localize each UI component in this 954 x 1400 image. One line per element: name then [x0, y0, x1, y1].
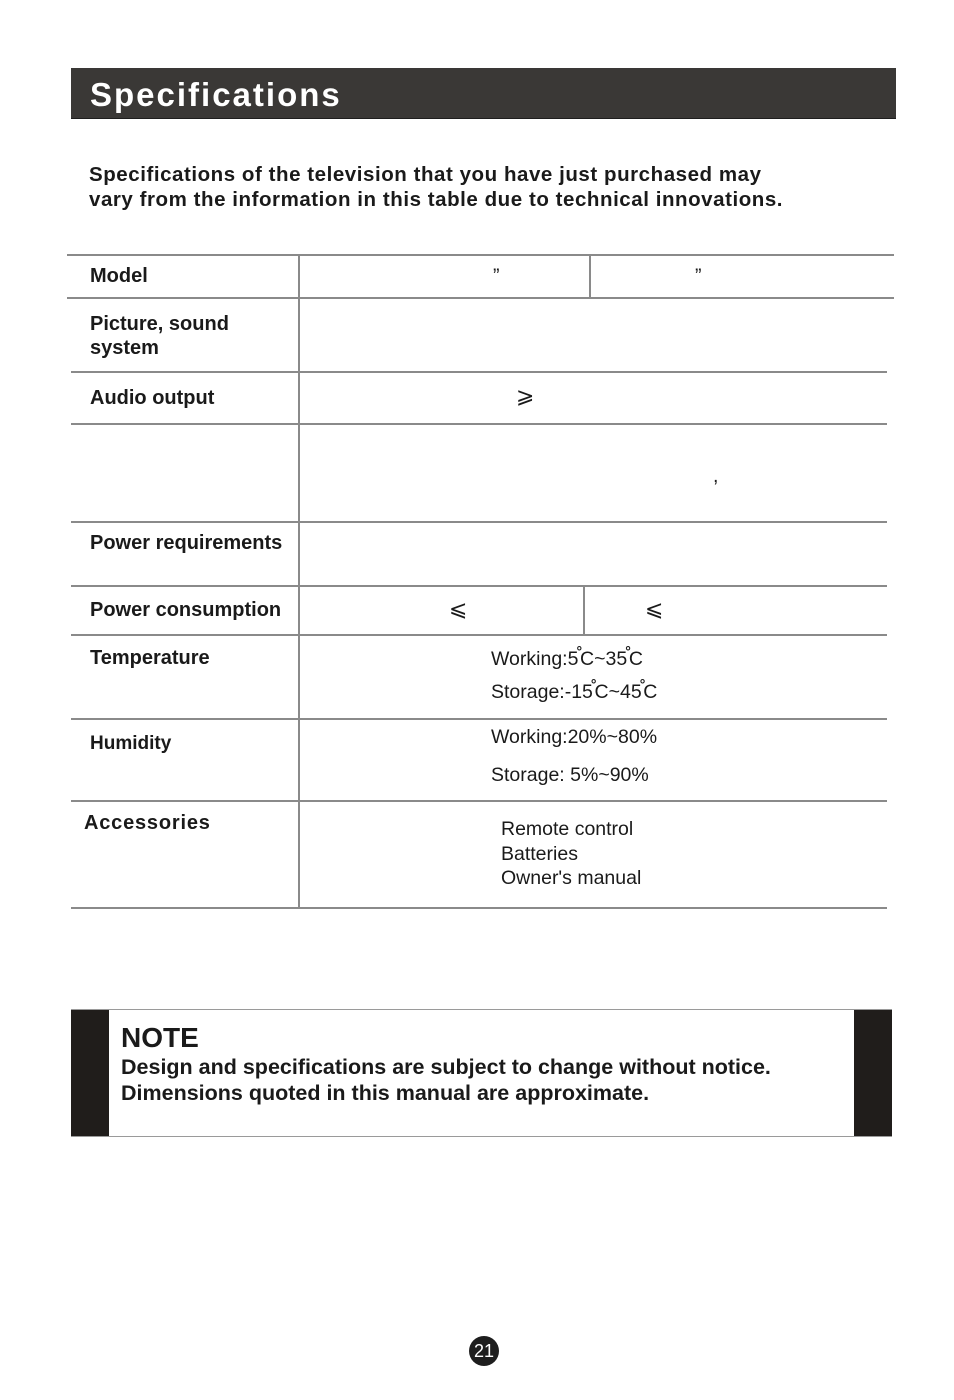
table-rule — [71, 585, 887, 587]
note-line-1: Design and specifications are subject to change without notice. — [121, 1055, 771, 1079]
label-temperature: Temperature — [90, 647, 210, 669]
accessory-item: Owner's manual — [501, 867, 642, 889]
table-column-divider — [583, 586, 585, 635]
intro-line-2: vary from the information in this table due to technical innovations. — [89, 188, 784, 211]
label-power-requirements: Power requirements — [90, 532, 283, 554]
temperature-text: C — [643, 681, 658, 703]
power-consumption-mark-b: ⩽ — [645, 596, 664, 621]
table-column-divider — [298, 255, 300, 908]
label-line: Picture, sound — [90, 313, 229, 335]
table-rule — [67, 297, 894, 299]
degree-symbol: ° — [625, 643, 631, 659]
table-rule — [71, 907, 887, 909]
model-mark-b: ” — [695, 265, 702, 287]
degree-symbol: ° — [639, 676, 646, 692]
degree-symbol: ° — [576, 643, 583, 659]
page-title: Specifications — [90, 76, 342, 113]
temperature-text: Working:5 — [491, 648, 579, 670]
degree-symbol: ° — [590, 676, 597, 692]
table-rule — [71, 634, 887, 636]
page-number-badge: 21 — [469, 1336, 499, 1366]
label-accessories: Accessories — [84, 812, 211, 834]
temperature-text: Storage:-15 — [491, 681, 593, 703]
humidity-storage: Storage: 5%~90% — [491, 764, 649, 786]
label-humidity: Humidity — [90, 733, 172, 754]
section-header-bar — [71, 68, 896, 119]
power-consumption-mark-a: ⩽ — [449, 596, 468, 621]
label-audio-output: Audio output — [90, 387, 215, 409]
note-box — [71, 1009, 892, 1137]
note-line-2: Dimensions quoted in this manual are approximate. — [121, 1081, 650, 1105]
table-rule — [71, 423, 887, 425]
accessory-item: Remote control — [501, 818, 634, 840]
note-side-bar-left — [71, 1010, 109, 1136]
accessories-list — [501, 817, 641, 891]
table-rule — [71, 371, 887, 373]
label-picture-sound-system — [90, 312, 229, 360]
table-rule — [71, 718, 887, 720]
note-title: NOTE — [121, 1022, 199, 1053]
temperature-text: C~35 — [580, 648, 628, 670]
audio-output-mark: ⩾ — [516, 383, 535, 408]
model-mark-a: ” — [493, 265, 500, 287]
table-column-divider — [589, 255, 591, 298]
intro-paragraph — [89, 162, 889, 212]
label-power-consumption: Power consumption — [90, 599, 282, 621]
label-line: system — [90, 337, 159, 359]
table-rule — [67, 254, 894, 256]
accessory-item: Batteries — [501, 842, 578, 865]
note-side-bar-right — [854, 1010, 892, 1136]
table-rule — [71, 521, 887, 523]
humidity-working: Working:20%~80% — [491, 726, 658, 748]
blank-row-mark: , — [713, 465, 719, 487]
temperature-text: C — [628, 648, 643, 670]
note-text — [121, 1054, 771, 1106]
temperature-text: C~45 — [594, 681, 642, 703]
table-rule — [71, 800, 887, 802]
temperature-working — [491, 643, 643, 672]
temperature-storage — [491, 676, 658, 705]
label-model: Model — [90, 265, 148, 287]
intro-line-1: Specifications of the television that you have just purchased may — [89, 163, 762, 186]
